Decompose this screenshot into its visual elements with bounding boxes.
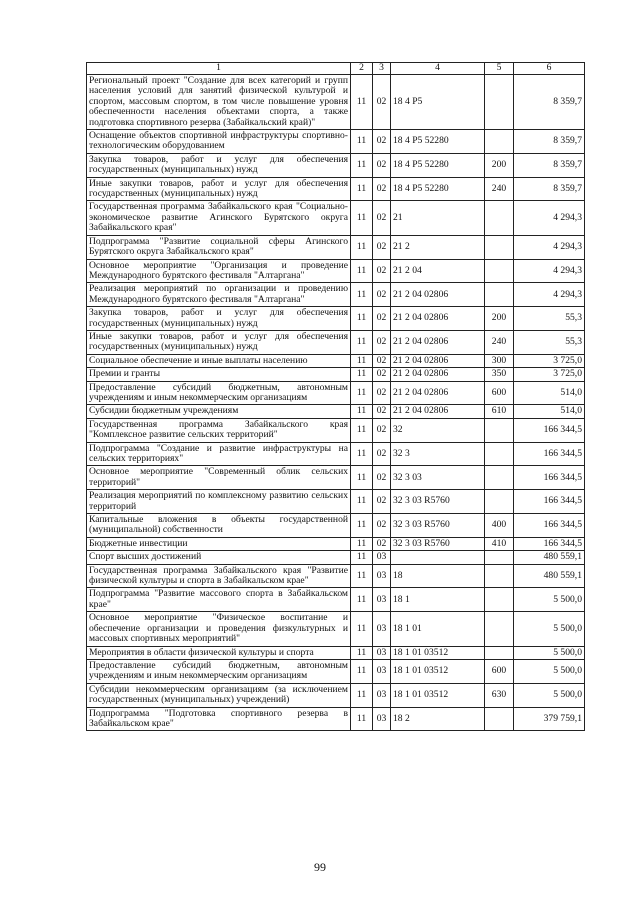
row-subsection-code: 02 [373, 283, 391, 307]
row-description: Подпрограмма "Подготовка спортивного резерва в Забайкальском крае" [87, 707, 351, 731]
row-section-code: 11 [351, 551, 373, 564]
row-expense-type [485, 490, 514, 514]
row-subsection-code: 02 [373, 514, 391, 538]
header-cell: 3 [373, 63, 391, 75]
row-amount: 480 559,1 [514, 551, 585, 564]
table-row [87, 75, 585, 130]
row-subsection-code: 02 [373, 368, 391, 381]
row-target-article: 32 3 03 R5760 [391, 514, 485, 538]
row-section-code: 11 [351, 368, 373, 381]
row-expense-type [485, 259, 514, 283]
row-subsection-code: 02 [373, 130, 391, 154]
row-section-code: 11 [351, 466, 373, 490]
row-section-code: 11 [351, 75, 373, 130]
row-description: Реализация мероприятий по организации и проведению Международного бурятского фестиваля "Алтаргана" [87, 283, 351, 307]
row-expense-type: 630 [485, 683, 514, 707]
row-section-code: 11 [351, 177, 373, 201]
row-amount: 166 344,5 [514, 418, 585, 442]
row-amount: 166 344,5 [514, 537, 585, 550]
row-description: Мероприятия в области физической культуры и спорта [87, 646, 351, 659]
row-subsection-code: 03 [373, 646, 391, 659]
row-subsection-code: 03 [373, 707, 391, 731]
row-expense-type [485, 418, 514, 442]
row-amount: 5 500,0 [514, 588, 585, 612]
budget-table [86, 62, 585, 731]
table-header-row [87, 63, 585, 75]
row-amount: 55,3 [514, 307, 585, 331]
row-amount: 8 359,7 [514, 177, 585, 201]
row-amount: 8 359,7 [514, 130, 585, 154]
row-subsection-code: 03 [373, 588, 391, 612]
table-row [87, 307, 585, 331]
row-section-code: 11 [351, 659, 373, 683]
row-description: Субсидии бюджетным учреждениям [87, 405, 351, 418]
row-target-article: 18 1 01 03512 [391, 659, 485, 683]
row-expense-type [485, 201, 514, 235]
row-subsection-code: 03 [373, 659, 391, 683]
row-section-code: 11 [351, 442, 373, 466]
table-row [87, 551, 585, 564]
row-expense-type: 410 [485, 537, 514, 550]
row-subsection-code: 02 [373, 177, 391, 201]
row-subsection-code: 02 [373, 259, 391, 283]
row-subsection-code: 02 [373, 418, 391, 442]
row-subsection-code: 02 [373, 354, 391, 367]
row-section-code: 11 [351, 235, 373, 259]
row-expense-type [485, 612, 514, 646]
row-description: Бюджетные инвестиции [87, 537, 351, 550]
row-subsection-code: 02 [373, 405, 391, 418]
row-subsection-code: 03 [373, 551, 391, 564]
row-target-article: 21 2 04 [391, 259, 485, 283]
table-row [87, 588, 585, 612]
row-expense-type: 300 [485, 354, 514, 367]
row-target-article: 21 2 04 02806 [391, 283, 485, 307]
row-section-code: 11 [351, 201, 373, 235]
row-subsection-code: 02 [373, 235, 391, 259]
table-row [87, 564, 585, 588]
row-description: Подпрограмма "Развитие социальной сферы Агинского Бурятского округа Забайкальского края" [87, 235, 351, 259]
row-amount: 8 359,7 [514, 75, 585, 130]
row-subsection-code: 02 [373, 201, 391, 235]
row-target-article: 21 2 04 02806 [391, 307, 485, 331]
table-row [87, 354, 585, 367]
table-row [87, 330, 585, 354]
budget-table-container [86, 62, 584, 731]
row-amount: 480 559,1 [514, 564, 585, 588]
row-expense-type [485, 75, 514, 130]
table-row [87, 707, 585, 731]
row-section-code: 11 [351, 381, 373, 405]
row-amount: 4 294,3 [514, 283, 585, 307]
row-expense-type: 200 [485, 153, 514, 177]
row-section-code: 11 [351, 707, 373, 731]
row-expense-type [485, 442, 514, 466]
row-description: Спорт высших достижений [87, 551, 351, 564]
row-amount: 5 500,0 [514, 659, 585, 683]
row-description: Основное мероприятие "Организация и проведение Международного бурятского фестиваля "Алтаргана" [87, 259, 351, 283]
row-target-article: 18 1 01 03512 [391, 683, 485, 707]
table-row [87, 201, 585, 235]
header-cell: 5 [485, 63, 514, 75]
table-row [87, 381, 585, 405]
row-target-article: 18 4 P5 52280 [391, 177, 485, 201]
table-row [87, 646, 585, 659]
row-target-article: 21 2 04 02806 [391, 330, 485, 354]
row-target-article: 18 [391, 564, 485, 588]
header-cell: 4 [391, 63, 485, 75]
row-target-article: 18 1 01 [391, 612, 485, 646]
table-row [87, 368, 585, 381]
row-expense-type: 200 [485, 307, 514, 331]
row-description: Иные закупки товаров, работ и услуг для обеспечения государственных (муниципальных) нужд [87, 177, 351, 201]
row-description: Иные закупки товаров, работ и услуг для обеспечения государственных (муниципальных) нужд [87, 330, 351, 354]
row-amount: 3 725,0 [514, 368, 585, 381]
row-description: Государственная программа Забайкальского края "Социально-экономическое развитие Агинского Бурятского округа Забайкальского края" [87, 201, 351, 235]
row-section-code: 11 [351, 130, 373, 154]
table-row [87, 235, 585, 259]
row-description: Оснащение объектов спортивной инфраструктуры спортивно-технологическим оборудованием [87, 130, 351, 154]
row-target-article: 18 4 P5 [391, 75, 485, 130]
row-subsection-code: 02 [373, 75, 391, 130]
table-row [87, 130, 585, 154]
row-amount: 5 500,0 [514, 612, 585, 646]
row-target-article: 21 2 04 02806 [391, 368, 485, 381]
row-subsection-code: 02 [373, 490, 391, 514]
table-row [87, 283, 585, 307]
row-subsection-code: 02 [373, 381, 391, 405]
row-expense-type [485, 551, 514, 564]
row-section-code: 11 [351, 514, 373, 538]
row-amount: 5 500,0 [514, 683, 585, 707]
row-section-code: 11 [351, 283, 373, 307]
row-section-code: 11 [351, 405, 373, 418]
row-expense-type: 240 [485, 330, 514, 354]
row-description: Подпрограмма "Создание и развитие инфраструктуры на сельских территориях" [87, 442, 351, 466]
row-subsection-code: 03 [373, 612, 391, 646]
row-description: Региональный проект "Создание для всех категорий и групп населения условий для занятий физической культурой и спортом, массовым спортом, в том числе повышение уровня обеспеченности населения объектами спорта, а также подготовка спортивного резерва (Забайкальский край)" [87, 75, 351, 130]
row-target-article: 18 4 P5 52280 [391, 130, 485, 154]
row-amount: 3 725,0 [514, 354, 585, 367]
row-description: Премии и гранты [87, 368, 351, 381]
row-section-code: 11 [351, 612, 373, 646]
row-target-article: 32 3 03 [391, 466, 485, 490]
row-subsection-code: 03 [373, 683, 391, 707]
row-expense-type [485, 588, 514, 612]
row-subsection-code: 03 [373, 564, 391, 588]
row-expense-type [485, 564, 514, 588]
row-amount: 166 344,5 [514, 490, 585, 514]
row-description: Субсидии некоммерческим организациям (за исключением государственных (муниципальных) учреждений) [87, 683, 351, 707]
row-target-article: 32 [391, 418, 485, 442]
table-row [87, 177, 585, 201]
row-description: Основное мероприятие "Современный облик сельских территорий" [87, 466, 351, 490]
row-expense-type: 350 [485, 368, 514, 381]
row-target-article: 32 3 03 R5760 [391, 490, 485, 514]
row-section-code: 11 [351, 588, 373, 612]
page-number: 99 [314, 860, 326, 874]
row-subsection-code: 02 [373, 330, 391, 354]
row-section-code: 11 [351, 153, 373, 177]
row-target-article: 32 3 [391, 442, 485, 466]
table-row [87, 466, 585, 490]
row-target-article: 32 3 03 R5760 [391, 537, 485, 550]
row-expense-type [485, 283, 514, 307]
row-target-article: 18 1 [391, 588, 485, 612]
row-expense-type: 600 [485, 381, 514, 405]
row-expense-type [485, 646, 514, 659]
row-amount: 166 344,5 [514, 442, 585, 466]
row-subsection-code: 02 [373, 153, 391, 177]
row-description: Закупка товаров, работ и услуг для обеспечения государственных (муниципальных) нужд [87, 153, 351, 177]
row-expense-type [485, 235, 514, 259]
row-target-article: 21 2 04 02806 [391, 405, 485, 418]
row-section-code: 11 [351, 537, 373, 550]
row-target-article: 21 2 04 02806 [391, 381, 485, 405]
row-description: Подпрограмма "Развитие массового спорта в Забайкальском крае" [87, 588, 351, 612]
row-target-article [391, 551, 485, 564]
row-expense-type [485, 707, 514, 731]
table-row [87, 418, 585, 442]
row-section-code: 11 [351, 564, 373, 588]
row-amount: 4 294,3 [514, 201, 585, 235]
row-expense-type [485, 130, 514, 154]
row-target-article: 21 2 [391, 235, 485, 259]
row-subsection-code: 02 [373, 537, 391, 550]
table-row [87, 259, 585, 283]
row-target-article: 21 [391, 201, 485, 235]
table-row [87, 490, 585, 514]
header-cell: 2 [351, 63, 373, 75]
row-subsection-code: 02 [373, 466, 391, 490]
row-section-code: 11 [351, 354, 373, 367]
row-amount: 514,0 [514, 381, 585, 405]
row-section-code: 11 [351, 683, 373, 707]
row-description: Основное мероприятие "Физическое воспитание и обеспечение организации и проведения физкультурных и массовых спортивных мероприятий" [87, 612, 351, 646]
table-row [87, 537, 585, 550]
row-amount: 514,0 [514, 405, 585, 418]
table-row [87, 153, 585, 177]
row-description: Закупка товаров, работ и услуг для обеспечения государственных (муниципальных) нужд [87, 307, 351, 331]
row-expense-type: 610 [485, 405, 514, 418]
table-row [87, 683, 585, 707]
table-row [87, 442, 585, 466]
row-amount: 8 359,7 [514, 153, 585, 177]
row-amount: 166 344,5 [514, 466, 585, 490]
row-target-article: 18 4 P5 52280 [391, 153, 485, 177]
row-description: Предоставление субсидий бюджетным, автономным учреждениям и иным некоммерческим организациям [87, 659, 351, 683]
row-description: Капитальные вложения в объекты государственной (муниципальной) собственности [87, 514, 351, 538]
row-section-code: 11 [351, 418, 373, 442]
row-target-article: 18 2 [391, 707, 485, 731]
row-amount: 4 294,3 [514, 259, 585, 283]
row-section-code: 11 [351, 307, 373, 331]
header-cell: 1 [87, 63, 351, 75]
row-amount: 5 500,0 [514, 646, 585, 659]
row-description: Социальное обеспечение и иные выплаты населению [87, 354, 351, 367]
row-section-code: 11 [351, 330, 373, 354]
row-expense-type: 400 [485, 514, 514, 538]
row-section-code: 11 [351, 259, 373, 283]
row-amount: 379 759,1 [514, 707, 585, 731]
row-section-code: 11 [351, 490, 373, 514]
row-target-article: 21 2 04 02806 [391, 354, 485, 367]
table-body [87, 75, 585, 731]
row-subsection-code: 02 [373, 442, 391, 466]
row-amount: 4 294,3 [514, 235, 585, 259]
row-expense-type: 600 [485, 659, 514, 683]
table-row [87, 514, 585, 538]
row-amount: 166 344,5 [514, 514, 585, 538]
table-row [87, 405, 585, 418]
row-description: Предоставление субсидий бюджетным, автономным учреждениям и иным некоммерческим организациям [87, 381, 351, 405]
row-expense-type: 240 [485, 177, 514, 201]
row-description: Реализация мероприятий по комплексному развитию сельских территорий [87, 490, 351, 514]
row-expense-type [485, 466, 514, 490]
table-row [87, 612, 585, 646]
row-subsection-code: 02 [373, 307, 391, 331]
row-amount: 55,3 [514, 330, 585, 354]
row-description: Государственная программа Забайкальского края "Комплексное развитие сельских территорий" [87, 418, 351, 442]
row-description: Государственная программа Забайкальского края "Развитие физической культуры и спорта в Забайкальском крае" [87, 564, 351, 588]
table-row [87, 659, 585, 683]
row-target-article: 18 1 01 03512 [391, 646, 485, 659]
header-cell: 6 [514, 63, 585, 75]
row-section-code: 11 [351, 646, 373, 659]
